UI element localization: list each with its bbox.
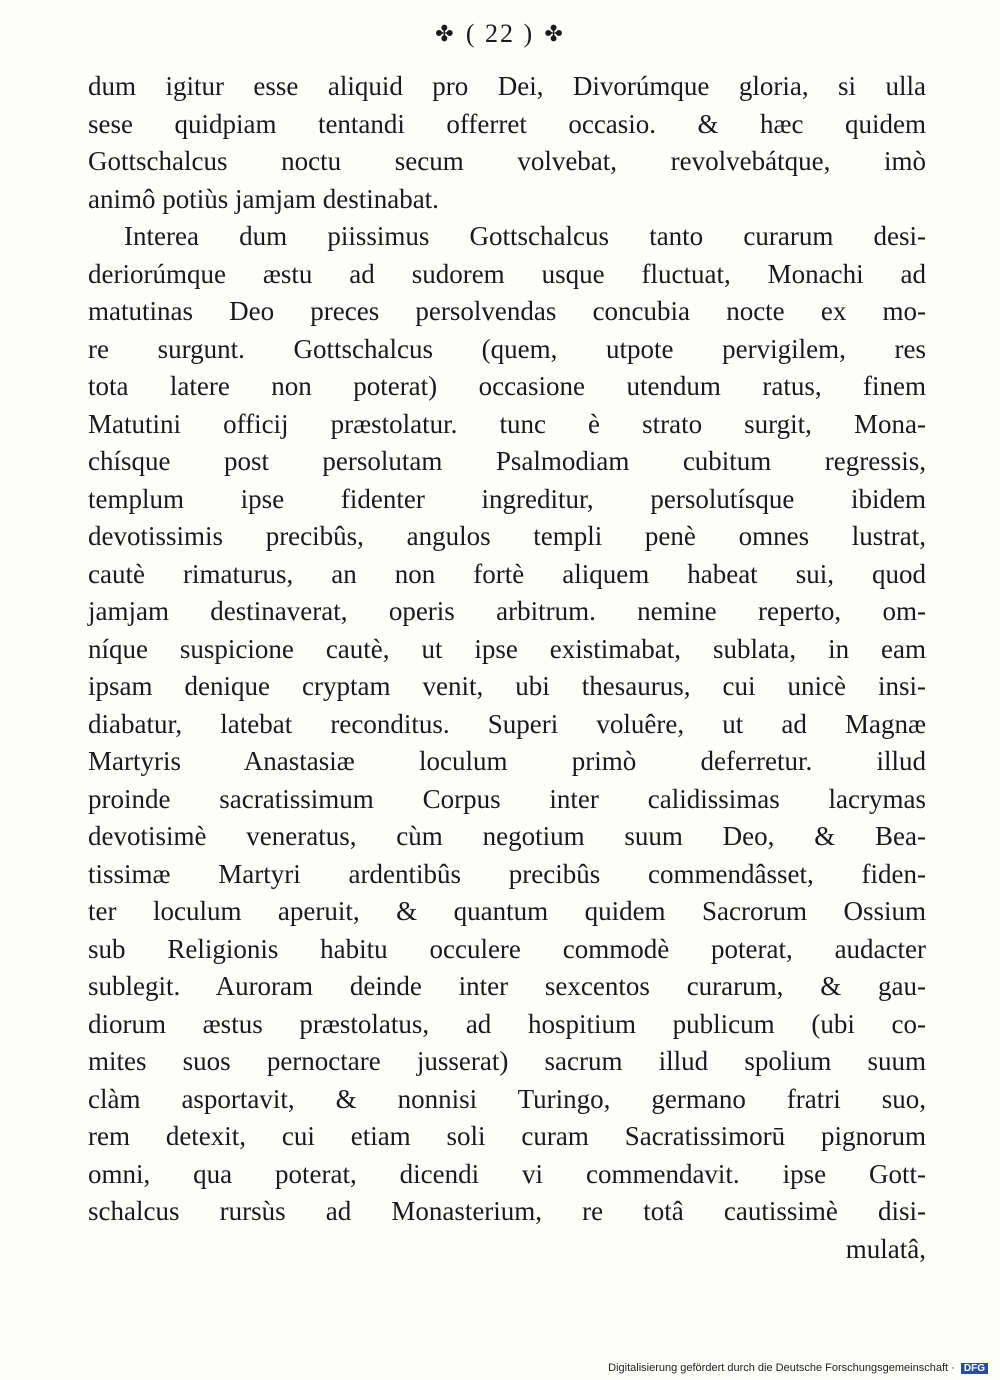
text-line: rem detexit, cui etiam soli curam Sacratissimorū pignorum bbox=[88, 1121, 926, 1151]
digitization-credit: Digitalisierung gefördert durch die Deutsche Forschungsgemeinschaft · DFG bbox=[608, 1362, 988, 1374]
text-line: re surgunt. Gottschalcus (quem, utpote pervigilem, res bbox=[88, 333, 926, 364]
text-line: níque suspicione cautè, ut ipse existimabat, sublata, in eam bbox=[88, 633, 926, 664]
text-line: matutinas Deo preces persolvendas concubia nocte ex mo- bbox=[88, 296, 926, 326]
text-line: dum igitur esse aliquid pro Dei, Divorúmque gloria, si ulla bbox=[88, 71, 926, 101]
text-line: devotisimè veneratus, cùm negotium suum Deo, & Bea- bbox=[88, 821, 926, 851]
left-ornament-icon: ✤ bbox=[435, 21, 456, 47]
page-header bbox=[0, 18, 1000, 49]
credit-text: Digitalisierung gefördert durch die Deutsche Forschungsgemeinschaft bbox=[608, 1362, 949, 1374]
text-line: Martyris Anastasiæ loculum primò deferretur. illud bbox=[88, 746, 926, 776]
text-line: animô potiùs jamjam destinabat. bbox=[88, 183, 439, 214]
text-line: mites suos pernoctare jusserat) sacrum illud spolium suum bbox=[88, 1046, 926, 1076]
page-number: ( 22 ) bbox=[465, 19, 535, 48]
text-line: clàm asportavit, & nonnisi Turingo, germano fratri suo, bbox=[88, 1083, 926, 1114]
text-line: jamjam destinaverat, operis arbitrum. nemine reperto, om- bbox=[88, 596, 926, 626]
text-line: proinde sacratissimum Corpus inter calidissimas lacrymas bbox=[88, 783, 926, 814]
text-line: Matutini officij præstolatur. tunc è strato surgit, Mona- bbox=[88, 408, 926, 439]
text-line: sub Religionis habitu occulere commodè poterat, audacter bbox=[88, 933, 926, 964]
text-line: sese quidpiam tentandi offerret occasio. & hæc quidem bbox=[88, 108, 926, 139]
text-line: Gottschalcus noctu secum volvebat, revolvebátque, imò bbox=[88, 146, 926, 176]
text-line: chísque post persolutam Psalmodiam cubitum regressis, bbox=[88, 446, 926, 476]
text-line: templum ipse fidenter ingreditur, persolutísque ibidem bbox=[88, 483, 926, 514]
dfg-logo: DFG bbox=[961, 1363, 988, 1374]
text-line: diorum æstus præstolatus, ad hospitium publicum (ubi co- bbox=[88, 1008, 926, 1039]
text-line: cautè rimaturus, an non fortè aliquem habeat sui, quod bbox=[88, 558, 926, 589]
text-line: omni, qua poterat, dicendi vi commendavit. ipse Gott- bbox=[88, 1158, 926, 1189]
body-text bbox=[88, 68, 926, 1268]
text-line: devotissimis precibûs, angulos templi penè omnes lustrat, bbox=[88, 521, 926, 551]
catchword: mulatâ, bbox=[845, 1233, 926, 1264]
text-line: tota latere non poterat) occasione utendum ratus, finem bbox=[88, 371, 926, 401]
text-line: tissimæ Martyri ardentibûs precibûs commendâsset, fiden- bbox=[88, 858, 926, 889]
text-line: ter loculum aperuit, & quantum quidem Sacrorum Ossium bbox=[88, 896, 926, 926]
text-line: sublegit. Auroram deinde inter sexcentos curarum, & gau- bbox=[88, 971, 926, 1001]
text-line: schalcus rursùs ad Monasterium, re totâ cautissimè disi- bbox=[88, 1196, 926, 1226]
text-line: diabatur, latebat reconditus. Superi voluêre, ut ad Magnæ bbox=[88, 708, 926, 739]
text-line: deriorúmque æstu ad sudorem usque fluctuat, Monachi ad bbox=[88, 258, 926, 289]
text-line: ipsam denique cryptam venit, ubi thesaurus, cui unicè insi- bbox=[88, 671, 926, 701]
text-line: Interea dum piissimus Gottschalcus tanto curarum desi- bbox=[124, 221, 926, 251]
right-ornament-icon: ✤ bbox=[544, 21, 565, 47]
